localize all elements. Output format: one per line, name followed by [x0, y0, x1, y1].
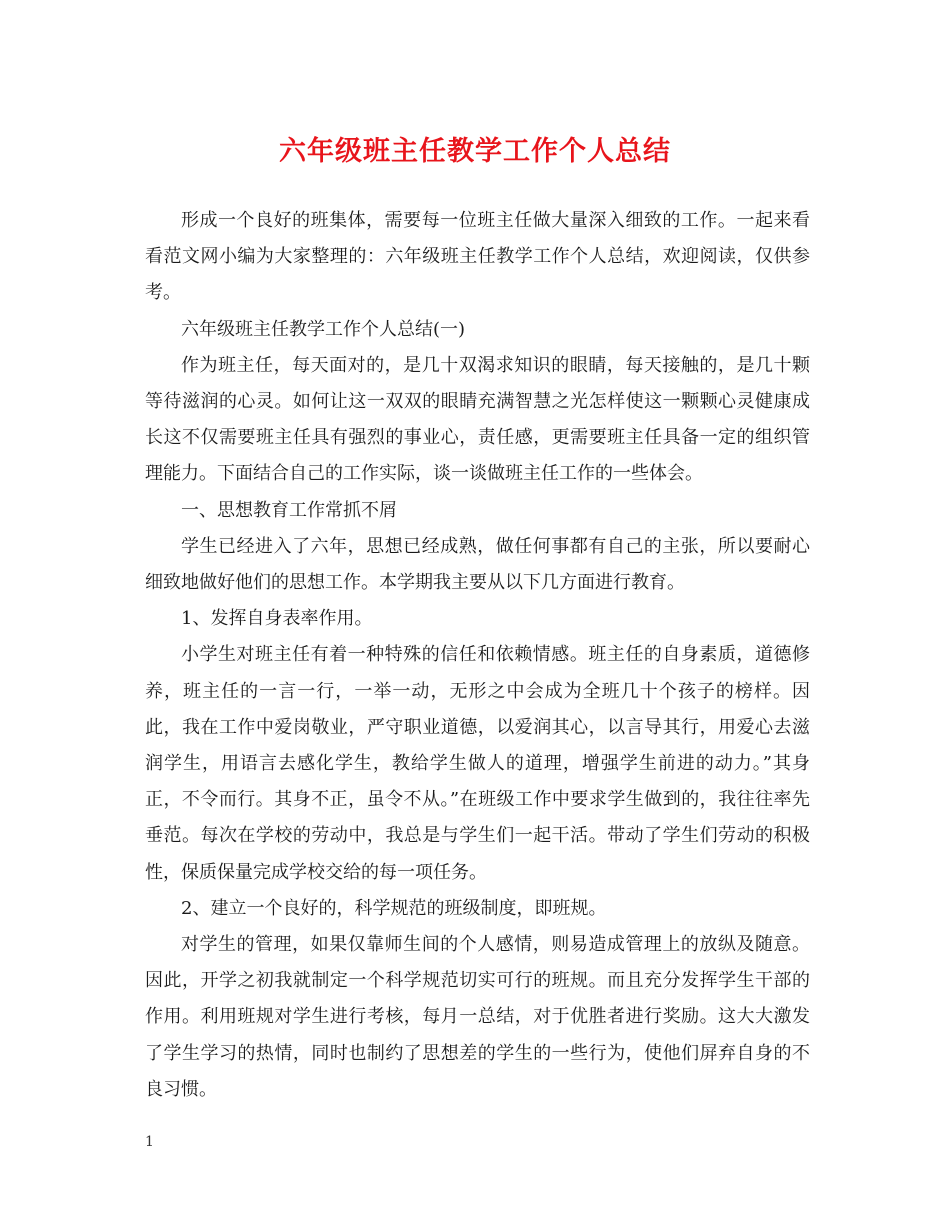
- document-body: [145, 203, 810, 1108]
- paragraph-intro: 形成一个良好的班集体，需要每一位班主任做大量深入细致的工作。一起来看看范文网小编为大家整理的：六年级班主任教学工作个人总结，欢迎阅读，仅供参考。: [145, 210, 810, 304]
- paragraph-role: 作为班主任，每天面对的，是几十双渴求知识的眼睛，每天接触的，是几十颗等待滋润的心灵。如何让这一双双的眼睛充满智慧之光怎样使这一颗颗心灵健康成长这不仅需要班主任具有强烈的事业心，责任感，更需要班主任具备一定的组织管理能力。下面结合自己的工作实际，谈一谈做班主任工作的一些体会。: [145, 354, 810, 485]
- paragraph-rules: 对学生的管理，如果仅靠师生间的个人感情，则易造成管理上的放纵及随意。因此，开学之初我就制定一个科学规范切实可行的班规。而且充分发挥学生干部的作用。利用班规对学生进行考核，每月一总结，对于优胜者进行奖励。这大大激发了学生学习的热情，同时也制约了思想差的学生的一些行为，使他们屏弃自身的不良习惯。: [145, 934, 810, 1100]
- page-number: 1: [145, 1134, 154, 1150]
- paragraph-students: 学生已经进入了六年，思想已经成熟，做任何事都有自己的主张，所以要耐心细致地做好他们的思想工作。本学期我主要从以下几方面进行教育。: [145, 535, 810, 594]
- section-heading-1: 六年级班主任教学工作个人总结(一): [181, 318, 466, 340]
- subheading-rules: 2、建立一个良好的，科学规范的班级制度，即班规。: [181, 897, 607, 919]
- subheading-example: 1、发挥自身表率作用。: [181, 608, 373, 630]
- subheading-ideology: 一、思想教育工作常抓不屑: [181, 499, 397, 521]
- document-title: 六年级班主任教学工作个人总结: [279, 136, 671, 167]
- paragraph-example: 小学生对班主任有着一种特殊的信任和依赖情感。班主任的自身素质，道德修养，班主任的一言一行，一举一动，无形之中会成为全班几十个孩子的榜样。因此，我在工作中爱岗敬业，严守职业道德，以爱润其心，以言导其行，用爱心去滋润学生，用语言去感化学生，教给学生做人的道理，增强学生前进的动力。”其身正，不令而行。其身不正，虽令不从。”在班级工作中要求学生做到的，我往往率先垂范。每次在学校的劳动中，我总是与学生们一起干活。带动了学生们劳动的积极性，保质保量完成学校交给的每一项任务。: [145, 644, 810, 883]
